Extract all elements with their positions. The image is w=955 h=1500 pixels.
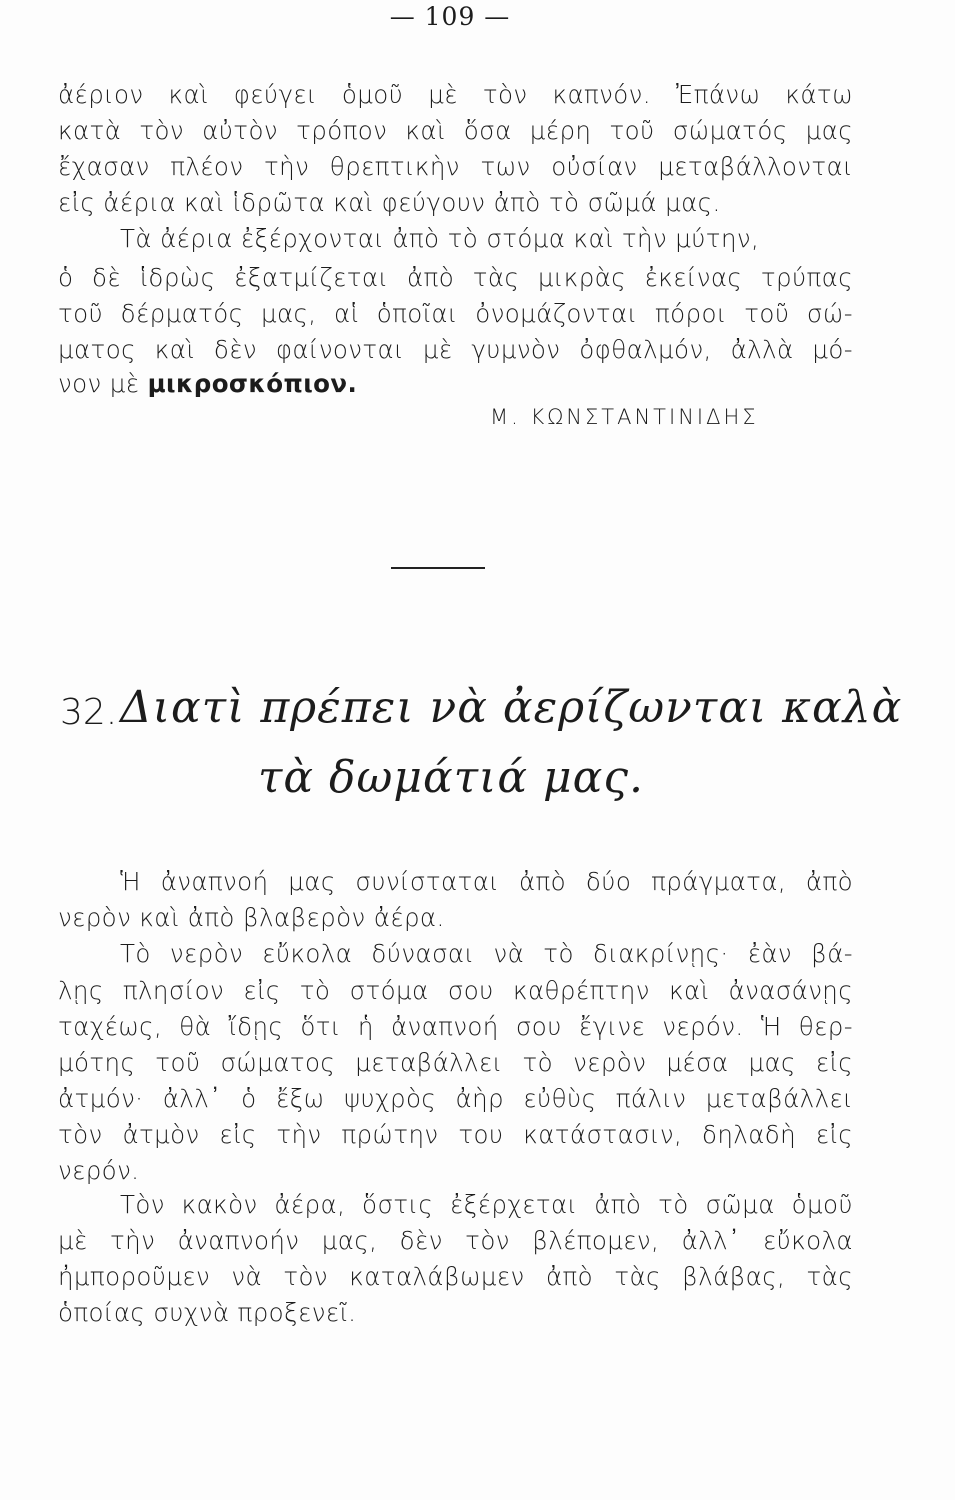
paragraph-5-line-2: μὲ τὴν ἀναπνοήν μας, δὲν τὸν βλέπομεν, ἀλλ᾽ εὔκολα [58,1226,853,1255]
paragraph-4-line-1: Τὸ νερὸν εὔκολα δύνασαι νὰ τὸ διακρίνῃς· ἐὰν βά- [120,939,853,968]
paragraph-5-line-3: ἠμποροῦμεν νὰ τὸν καταλάβωμεν ἀπὸ τὰς βλάβας, τὰς [58,1262,853,1291]
section-title-line-1: Διατὶ πρέπει νὰ ἀερίζωνται καλὰ [120,682,903,733]
paragraph-1-line-4: εἰς ἀέρια καὶ ἱδρῶτα καὶ φεύγουν ἀπὸ τὸ σῶμά μας. [58,188,721,217]
paragraph-2-line-5 [58,368,853,400]
section-title-line-2: τὰ δωμάτιά μας. [258,752,644,803]
paragraph-4-line-7: νερόν. [58,1156,140,1185]
author-signature: Μ. ΚΩΝΣΤΑΝΤΙΝΙΔΗΣ [490,405,759,429]
paragraph-4-line-3: ταχέως, θὰ ἴδῃς ὅτι ἡ ἀναπνοή σου ἔγινε νερόν. Ἡ θερ- [58,1012,853,1041]
paragraph-1-line-3: ἔχασαν πλέον τὴν θρεπτικὴν των οὐσίαν μεταβάλλονται [58,152,853,181]
paragraph-3-line-1: Ἡ ἀναπνοή μας συνίσταται ἀπὸ δύο πράγματα, ἀπὸ [120,867,853,896]
section-number: 32. [60,692,118,733]
paragraph-4-line-4: μότης τοῦ σώματος μεταβάλλει τὸ νερὸν μέσα μας εἰς [58,1048,853,1077]
paragraph-1-line-1: ἀέριον καὶ φεύγει ὁμοῦ μὲ τὸν καπνόν. Ἐπάνω κάτω [58,80,853,109]
paragraph-5-line-1: Τὸν κακὸν ἀέρα, ὅστις ἐξέρχεται ἀπὸ τὸ σῶμα ὁμοῦ [120,1190,853,1219]
paragraph-2-line-1: Τὰ ἀέρια ἐξέρχονται ἀπὸ τὸ στόμα καὶ τὴν μύτην, [120,224,760,253]
paragraph-2-line-4: ματος καὶ δὲν φαίνονται μὲ γυμνὸν ὀφθαλμόν, ἀλλὰ μό- [58,335,853,364]
paragraph-3-line-2: νερὸν καὶ ἀπὸ βλαβερὸν ἀέρα. [58,903,445,932]
paragraph-2-line-2: ὁ δὲ ἱδρὼς ἐξατμίζεται ἀπὸ τὰς μικρὰς ἐκείνας τρύπας [58,263,853,292]
paragraph-4-line-6: τὸν ἀτμὸν εἰς τὴν πρώτην του κατάστασιν, δηλαδὴ εἰς [58,1120,853,1149]
paragraph-1-line-2: κατὰ τὸν αὐτὸν τρόπον καὶ ὅσα μέρη τοῦ σώματός μας [58,116,853,145]
page-number: — 109 — [389,2,511,31]
paragraph-5-line-4: ὁποίας συχνὰ προξενεῖ. [58,1298,357,1327]
paragraph-2-bold-word: μικροσκόπιον. [147,369,358,398]
section-divider [391,567,485,569]
paragraph-4-line-2: λῃς πλησίον εἰς τὸ στόμα σου καθρέπτην καὶ ἀνασάνῃς [58,976,853,1005]
paragraph-2-line-5-text: νον μὲ [58,369,148,398]
paragraph-2-line-3: τοῦ δέρματός μας, αἱ ὁποῖαι ὀνομάζονται πόροι τοῦ σώ- [58,299,853,328]
paragraph-4-line-5: ἀτμόν· ἀλλ᾽ ὁ ἔξω ψυχρὸς ἀὴρ εὐθὺς πάλιν μεταβάλλει [58,1084,853,1113]
